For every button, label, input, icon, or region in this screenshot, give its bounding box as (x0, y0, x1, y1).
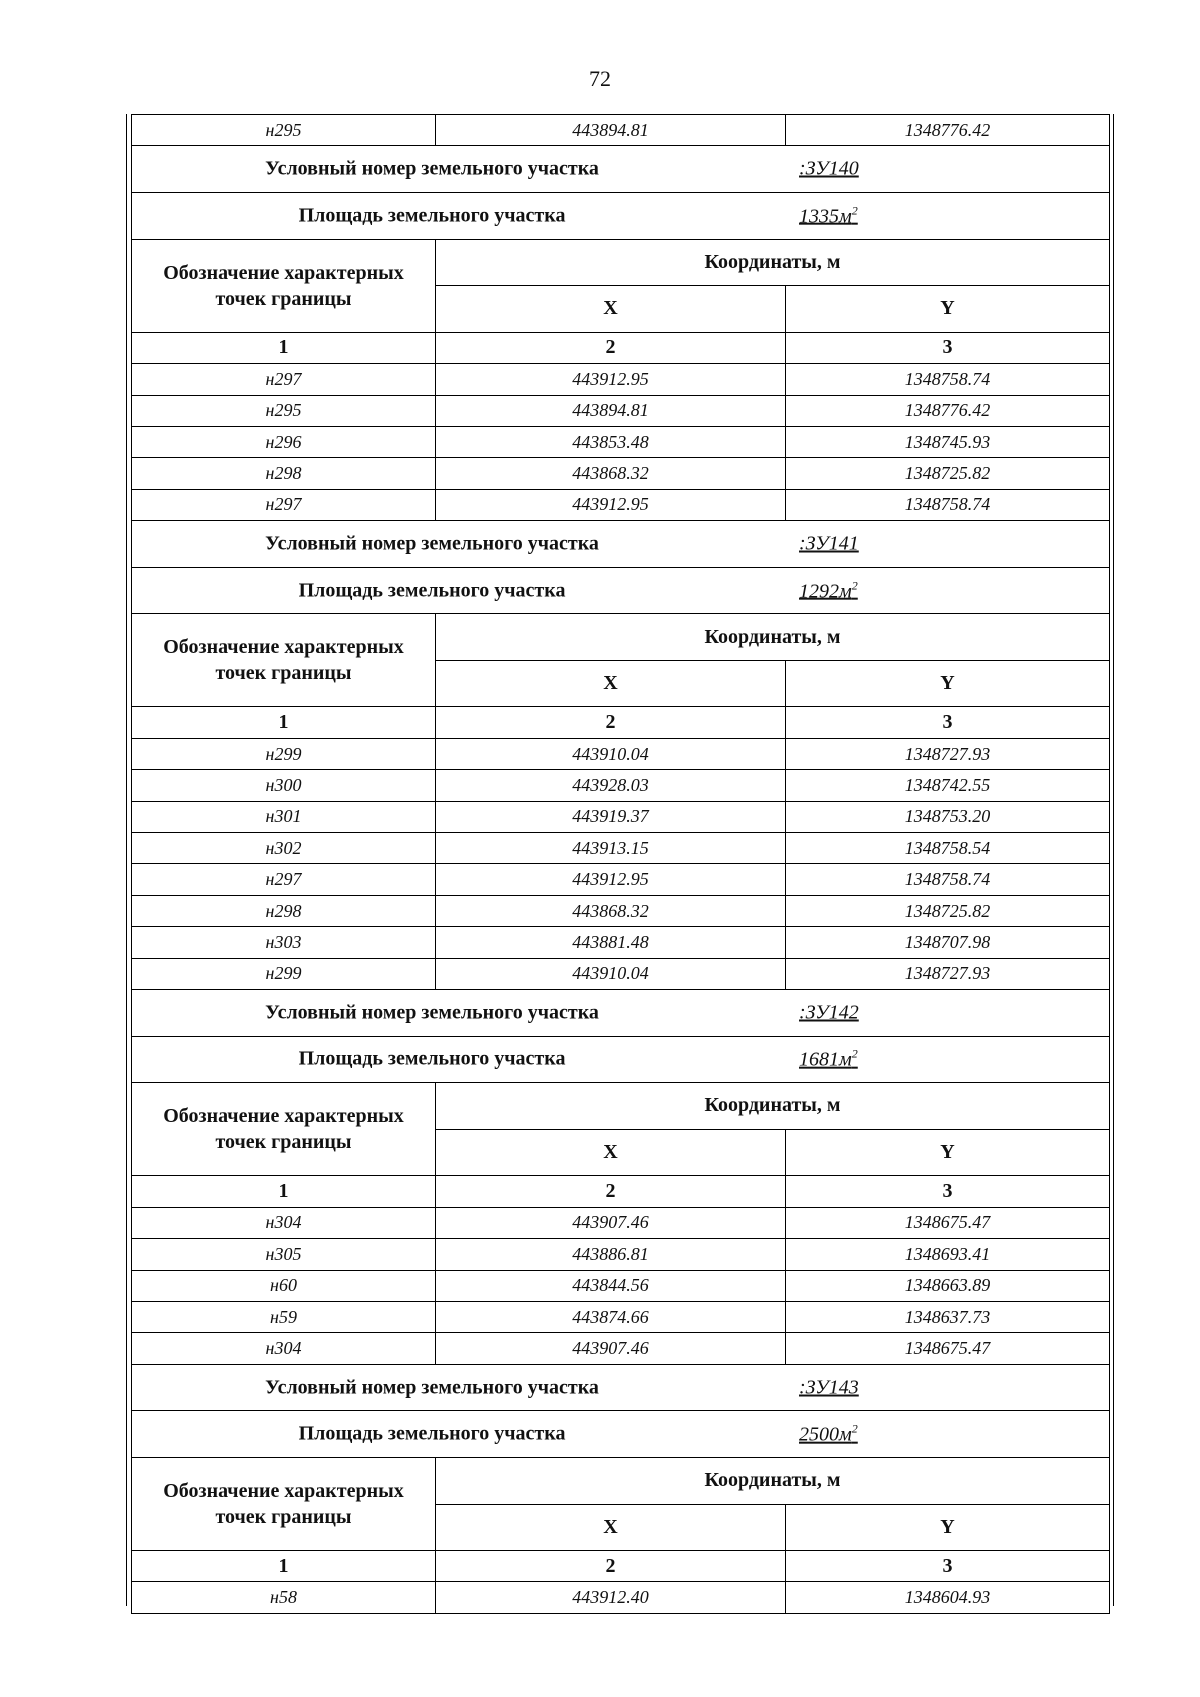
column-number-2: 2 (436, 707, 786, 738)
point-cell: н303 (132, 927, 436, 958)
area-unit-power: 2 (851, 1421, 858, 1436)
parcel-area-value (799, 578, 858, 603)
y-coordinate-cell: 1348742.55 (786, 770, 1110, 801)
point-cell: н299 (132, 958, 436, 989)
point-cell: н59 (132, 1301, 436, 1332)
table-row (132, 770, 1110, 801)
point-cell: н304 (132, 1333, 436, 1364)
table-row (132, 364, 1110, 395)
coordinates-header: Координаты, м (436, 239, 1110, 286)
point-cell: н295 (132, 395, 436, 426)
column-number-3: 3 (786, 707, 1110, 738)
parcel-area-label: Площадь земельного участка (298, 204, 566, 227)
parcel-area-value (799, 203, 858, 228)
point-cell: н297 (132, 364, 436, 395)
column-number-row (132, 332, 1110, 363)
table-row (132, 864, 1110, 895)
parcel-area-label: Площадь земельного участка (298, 1422, 566, 1445)
table-row (132, 895, 1110, 926)
points-header-line-2: точек границы (215, 287, 352, 310)
y-header: Y (786, 286, 1110, 333)
parcel-number-value: :ЗУ141 (799, 532, 859, 555)
y-coordinate-cell: 1348675.47 (786, 1207, 1110, 1238)
points-header-cell (132, 1457, 436, 1550)
x-coordinate-cell: 443894.81 (436, 115, 786, 146)
x-coordinate-cell: 443844.56 (436, 1270, 786, 1301)
point-cell: н60 (132, 1270, 436, 1301)
coordinates-sheet (131, 114, 1109, 1614)
parcel-area-row (132, 1036, 1110, 1083)
points-header-line-1: Обозначение характерных (163, 1105, 404, 1128)
x-coordinate-cell: 443910.04 (436, 958, 786, 989)
table-row (132, 958, 1110, 989)
area-unit-power: 2 (851, 1047, 858, 1062)
x-coordinate-cell: 443912.95 (436, 864, 786, 895)
point-cell: н297 (132, 489, 436, 520)
points-header-cell (132, 614, 436, 707)
points-header-line-1: Обозначение характерных (163, 636, 404, 659)
table-row (132, 426, 1110, 457)
table-row (132, 115, 1110, 146)
parcel-title-content (132, 990, 1109, 1036)
parcel-title-content (132, 193, 1109, 239)
coordinates-header: Координаты, м (436, 1083, 1110, 1130)
parcel-title-cell (132, 1364, 1110, 1411)
x-coordinate-cell: 443913.15 (436, 833, 786, 864)
coordinates-header: Координаты, м (436, 1457, 1110, 1504)
points-header-cell (132, 239, 436, 332)
point-cell: н300 (132, 770, 436, 801)
y-coordinate-cell: 1348776.42 (786, 115, 1110, 146)
x-coordinate-cell: 443853.48 (436, 426, 786, 457)
table-row (132, 395, 1110, 426)
y-coordinate-cell: 1348776.42 (786, 395, 1110, 426)
y-coordinate-cell: 1348707.98 (786, 927, 1110, 958)
point-cell: н302 (132, 833, 436, 864)
coordinates-header: Координаты, м (436, 614, 1110, 661)
parcel-title-cell (132, 567, 1110, 614)
x-coordinate-cell: 443919.37 (436, 801, 786, 832)
table-row (132, 927, 1110, 958)
column-number-2: 2 (436, 1551, 786, 1582)
y-coordinate-cell: 1348758.54 (786, 833, 1110, 864)
parcel-coordinates-table (131, 114, 1110, 1614)
parcel-number-row (132, 521, 1110, 568)
y-coordinate-cell: 1348725.82 (786, 895, 1110, 926)
y-coordinate-cell: 1348745.93 (786, 426, 1110, 457)
y-coordinate-cell: 1348637.73 (786, 1301, 1110, 1332)
area-number: 1292 (799, 579, 839, 602)
parcel-number-row (132, 1364, 1110, 1411)
x-coordinate-cell: 443928.03 (436, 770, 786, 801)
column-number-1: 1 (132, 707, 436, 738)
area-unit: м (839, 1048, 852, 1071)
x-coordinate-cell: 443881.48 (436, 927, 786, 958)
table-row (132, 1207, 1110, 1238)
parcel-area-label: Площадь земельного участка (298, 579, 566, 601)
x-coordinate-cell: 443912.95 (436, 364, 786, 395)
column-number-2: 2 (436, 1176, 786, 1207)
header-row (132, 1083, 1110, 1130)
parcel-number-row (132, 146, 1110, 193)
y-coordinate-cell: 1348758.74 (786, 864, 1110, 895)
point-cell: н295 (132, 115, 436, 146)
point-cell: н305 (132, 1239, 436, 1270)
table-row (132, 1239, 1110, 1270)
x-header: X (436, 1504, 786, 1551)
points-header-line-2: точек границы (215, 1506, 352, 1528)
header-row (132, 614, 1110, 661)
parcel-title-cell (132, 146, 1110, 193)
x-coordinate-cell: 443907.46 (436, 1333, 786, 1364)
x-coordinate-cell: 443912.40 (436, 1582, 786, 1613)
point-cell: н296 (132, 426, 436, 457)
y-header: Y (786, 660, 1110, 707)
table-body (132, 115, 1110, 1614)
x-coordinate-cell: 443874.66 (436, 1301, 786, 1332)
y-coordinate-cell: 1348727.93 (786, 958, 1110, 989)
parcel-title-content (132, 568, 1109, 614)
x-coordinate-cell: 443868.32 (436, 895, 786, 926)
point-cell: н298 (132, 458, 436, 489)
y-coordinate-cell: 1348604.93 (786, 1582, 1110, 1613)
area-unit: м (839, 1423, 852, 1446)
parcel-number-label: Условный номер земельного участка (265, 157, 599, 180)
table-row (132, 1270, 1110, 1301)
y-coordinate-cell: 1348758.74 (786, 489, 1110, 520)
points-header-cell (132, 1083, 436, 1176)
table-row (132, 489, 1110, 520)
table-row (132, 1582, 1110, 1613)
column-number-row (132, 1176, 1110, 1207)
x-header: X (436, 286, 786, 333)
parcel-area-label: Площадь земельного участка (298, 1047, 566, 1070)
table-row (132, 801, 1110, 832)
page-number: 72 (589, 66, 611, 91)
points-header-line-1: Обозначение характерных (163, 261, 404, 284)
right-border-line (1113, 114, 1114, 1606)
area-number: 2500 (799, 1423, 839, 1446)
x-header: X (436, 1129, 786, 1176)
parcel-area-value (799, 1422, 858, 1447)
parcel-title-cell (132, 521, 1110, 568)
area-unit: м (839, 205, 852, 228)
parcel-number-label: Условный номер земельного участка (265, 1001, 599, 1024)
y-coordinate-cell: 1348725.82 (786, 458, 1110, 489)
parcel-area-row (132, 567, 1110, 614)
column-number-row (132, 707, 1110, 738)
header-row (132, 1457, 1110, 1504)
header-row (132, 239, 1110, 286)
y-coordinate-cell: 1348663.89 (786, 1270, 1110, 1301)
area-unit-power: 2 (851, 203, 858, 218)
y-header: Y (786, 1504, 1110, 1551)
table-row (132, 738, 1110, 769)
table-row (132, 1333, 1110, 1364)
y-coordinate-cell: 1348727.93 (786, 738, 1110, 769)
y-header: Y (786, 1129, 1110, 1176)
table-row (132, 1301, 1110, 1332)
points-header-line-1: Обозначение характерных (163, 1480, 404, 1502)
table-row (132, 833, 1110, 864)
point-cell: н298 (132, 895, 436, 926)
column-number-row (132, 1551, 1110, 1582)
parcel-title-content (132, 1037, 1109, 1083)
parcel-number-value: :ЗУ140 (799, 157, 859, 180)
column-number-1: 1 (132, 332, 436, 363)
parcel-title-content (132, 521, 1109, 567)
y-coordinate-cell: 1348753.20 (786, 801, 1110, 832)
points-header-line-2: точек границы (215, 1131, 352, 1154)
table-row (132, 458, 1110, 489)
area-number: 1681 (799, 1048, 839, 1071)
point-cell: н58 (132, 1582, 436, 1613)
x-coordinate-cell: 443868.32 (436, 458, 786, 489)
parcel-title-cell (132, 1036, 1110, 1083)
parcel-title-cell (132, 1411, 1110, 1458)
parcel-area-row (132, 192, 1110, 239)
parcel-title-content (132, 146, 1109, 192)
parcel-number-label: Условный номер земельного участка (265, 1376, 599, 1399)
column-number-3: 3 (786, 332, 1110, 363)
parcel-title-cell (132, 990, 1110, 1037)
column-number-3: 3 (786, 1176, 1110, 1207)
point-cell: н297 (132, 864, 436, 895)
y-coordinate-cell: 1348758.74 (786, 364, 1110, 395)
parcel-title-content (132, 1411, 1109, 1457)
column-number-2: 2 (436, 332, 786, 363)
parcel-number-row (132, 990, 1110, 1037)
column-number-3: 3 (786, 1551, 1110, 1582)
column-number-1: 1 (132, 1551, 436, 1582)
area-unit-power: 2 (851, 578, 858, 593)
parcel-number-value: :ЗУ142 (799, 1001, 859, 1024)
parcel-area-value (799, 1047, 858, 1072)
point-cell: н304 (132, 1207, 436, 1238)
x-coordinate-cell: 443912.95 (436, 489, 786, 520)
y-coordinate-cell: 1348693.41 (786, 1239, 1110, 1270)
parcel-number-value: :ЗУ143 (799, 1376, 859, 1399)
x-coordinate-cell: 443886.81 (436, 1239, 786, 1270)
points-header-line-2: точек границы (215, 662, 352, 685)
point-cell: н301 (132, 801, 436, 832)
y-coordinate-cell: 1348675.47 (786, 1333, 1110, 1364)
parcel-number-label: Условный номер земельного участка (265, 532, 599, 555)
x-coordinate-cell: 443907.46 (436, 1207, 786, 1238)
x-header: X (436, 660, 786, 707)
column-number-1: 1 (132, 1176, 436, 1207)
parcel-title-content (132, 1365, 1109, 1411)
left-border-line (126, 114, 127, 1606)
area-unit: м (839, 579, 852, 602)
x-coordinate-cell: 443910.04 (436, 738, 786, 769)
point-cell: н299 (132, 738, 436, 769)
parcel-title-cell (132, 192, 1110, 239)
area-number: 1335 (799, 205, 839, 228)
x-coordinate-cell: 443894.81 (436, 395, 786, 426)
parcel-area-row (132, 1411, 1110, 1458)
